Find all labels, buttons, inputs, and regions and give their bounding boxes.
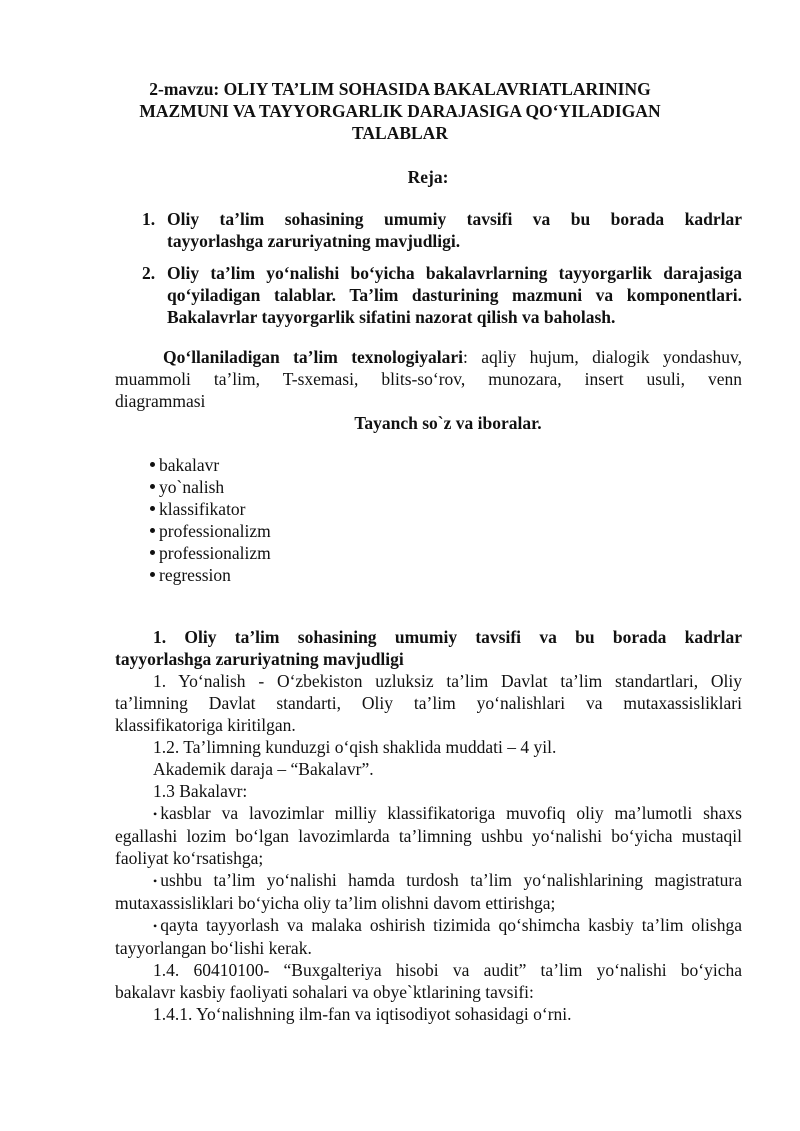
paragraph-line: 1. Yo‘nalish - O‘zbekiston uzluksiz ta’lim Davlat ta’lim standartlari, Oliy bbox=[153, 671, 742, 691]
keyword-item bbox=[150, 564, 271, 586]
title-line: MAZMUNI VA TAYYORGARLIK DARAJASIGA QO‘YILADIGAN bbox=[139, 101, 661, 121]
bullet-line bbox=[115, 869, 742, 892]
technologies-line: muammoli ta’lim, T-sxemasi, blits-so‘rov, munozara, insert usuli, venn bbox=[115, 369, 742, 389]
plan-item bbox=[140, 262, 742, 328]
bullet-icon: • bbox=[153, 919, 158, 933]
plan-heading: Reja: bbox=[407, 167, 449, 187]
keyword-text: professionalizm bbox=[159, 543, 271, 563]
keyword-text: yo`nalish bbox=[159, 477, 225, 497]
paragraph-line: faoliyat ko‘rsatishga; bbox=[115, 848, 264, 868]
plan-item-text: Oliy ta’lim yo‘nalishi bo‘yicha bakalavrlarning tayyorgarlik darajasiga bbox=[167, 263, 742, 283]
paragraph-line: 1.2. Ta’limning kunduzgi o‘qish shaklida muddati – 4 yil. bbox=[153, 737, 557, 757]
paragraph-line: klassifikatoriga kiritilgan. bbox=[115, 715, 296, 735]
bullet-icon bbox=[150, 506, 155, 511]
bullet-icon bbox=[150, 484, 155, 489]
keyword-text: bakalavr bbox=[159, 455, 220, 475]
bullet-icon bbox=[150, 550, 155, 555]
plan-item-text: Oliy ta’lim sohasining umumiy tavsifi va bu borada kadrlar bbox=[167, 209, 742, 229]
paragraph-line: mutaxassisliklari bo‘yicha oliy ta’lim olishni davom ettirishga; bbox=[115, 893, 556, 913]
technologies-paragraph bbox=[115, 346, 742, 412]
technologies-line bbox=[115, 346, 742, 368]
plan-item-text: tayyorlashga zaruriyatning mavjudligi. bbox=[167, 231, 461, 251]
keywords-heading: Tayanch so`z va iboralar. bbox=[354, 413, 542, 433]
bullet-icon bbox=[150, 572, 155, 577]
technologies-line: diagrammasi bbox=[115, 391, 206, 411]
bullet-line bbox=[115, 914, 742, 937]
bullet-line bbox=[115, 802, 742, 825]
technologies-lead: Qo‘llaniladigan ta’lim texnologiyalari bbox=[163, 347, 464, 367]
paragraph-line: bakalavr kasbiy faoliyati sohalari va obye`ktlarining tavsifi: bbox=[115, 982, 534, 1002]
bullet-text: qayta tayyorlash va malaka oshirish tizimida qo‘shimcha kasbiy ta’lim olishga bbox=[160, 915, 742, 935]
document-title bbox=[130, 78, 670, 144]
keyword-text: professionalizm bbox=[159, 521, 271, 541]
paragraph-line: 1.3 Bakalavr: bbox=[153, 781, 248, 801]
bullet-text: kasblar va lavozimlar milliy klassifikatoriga muvofiq oliy ma’lumotli shaxs bbox=[160, 803, 742, 823]
technologies-text: : aqliy hujum, dialogik yondashuv, bbox=[463, 347, 743, 367]
plan-list bbox=[140, 208, 742, 338]
bullet-icon bbox=[150, 462, 155, 467]
plan-item-number: 2. bbox=[142, 263, 156, 283]
title-line: 2-mavzu: OLIY TA’LIM SOHASIDA BAKALAVRIATLARINING bbox=[149, 79, 651, 99]
plan-item-text: Bakalavrlar tayyorgarlik sifatini nazorat qilish va baholash. bbox=[167, 307, 616, 327]
plan-item-number: 1. bbox=[142, 209, 156, 229]
paragraph-line: 1.4. 60410100- “Buxgalteriya hisobi va audit” ta’lim yo‘nalishi bo‘yicha bbox=[153, 960, 742, 980]
section-1 bbox=[115, 626, 742, 1025]
paragraph-line: tayyorlangan bo‘lishi kerak. bbox=[115, 938, 312, 958]
section-heading bbox=[115, 626, 742, 670]
paragraph-line: 1.4.1. Yo‘nalishning ilm-fan va iqtisodiyot sohasidagi o‘rni. bbox=[153, 1004, 572, 1024]
keyword-text: klassifikator bbox=[159, 499, 246, 519]
bullet-icon: • bbox=[153, 807, 158, 821]
section-heading-line: 1. Oliy ta’lim sohasining umumiy tavsifi va bu borada kadrlar bbox=[153, 627, 742, 647]
keyword-item bbox=[150, 498, 271, 520]
plan-item-text: qo‘yiladigan talablar. Ta’lim dasturining mazmuni va komponentlari. bbox=[167, 285, 742, 305]
title-line: TALABLAR bbox=[352, 123, 448, 143]
keyword-text: regression bbox=[159, 565, 231, 585]
keyword-item bbox=[150, 454, 271, 476]
bullet-icon bbox=[150, 528, 155, 533]
paragraph-line: egallashi lozim bo‘lgan lavozimlarda ta’limning ushbu yo‘nalishi bo‘yicha mustaqil bbox=[115, 826, 742, 846]
keyword-item bbox=[150, 520, 271, 542]
keyword-item bbox=[150, 476, 271, 498]
paragraph-line: Akademik daraja – “Bakalavr”. bbox=[153, 759, 374, 779]
section-heading-line: tayyorlashga zaruriyatning mavjudligi bbox=[115, 649, 404, 669]
paragraph-line: ta’limning Davlat standarti, Oliy ta’lim yo‘nalishlari va mutaxassisliklari bbox=[115, 693, 742, 713]
keywords-list bbox=[150, 454, 271, 586]
plan-item bbox=[140, 208, 742, 252]
bullet-icon: • bbox=[153, 874, 158, 888]
bullet-text: ushbu ta’lim yo‘nalishi hamda turdosh ta’lim yo‘nalishlarining magistratura bbox=[160, 870, 742, 890]
keyword-item bbox=[150, 542, 271, 564]
